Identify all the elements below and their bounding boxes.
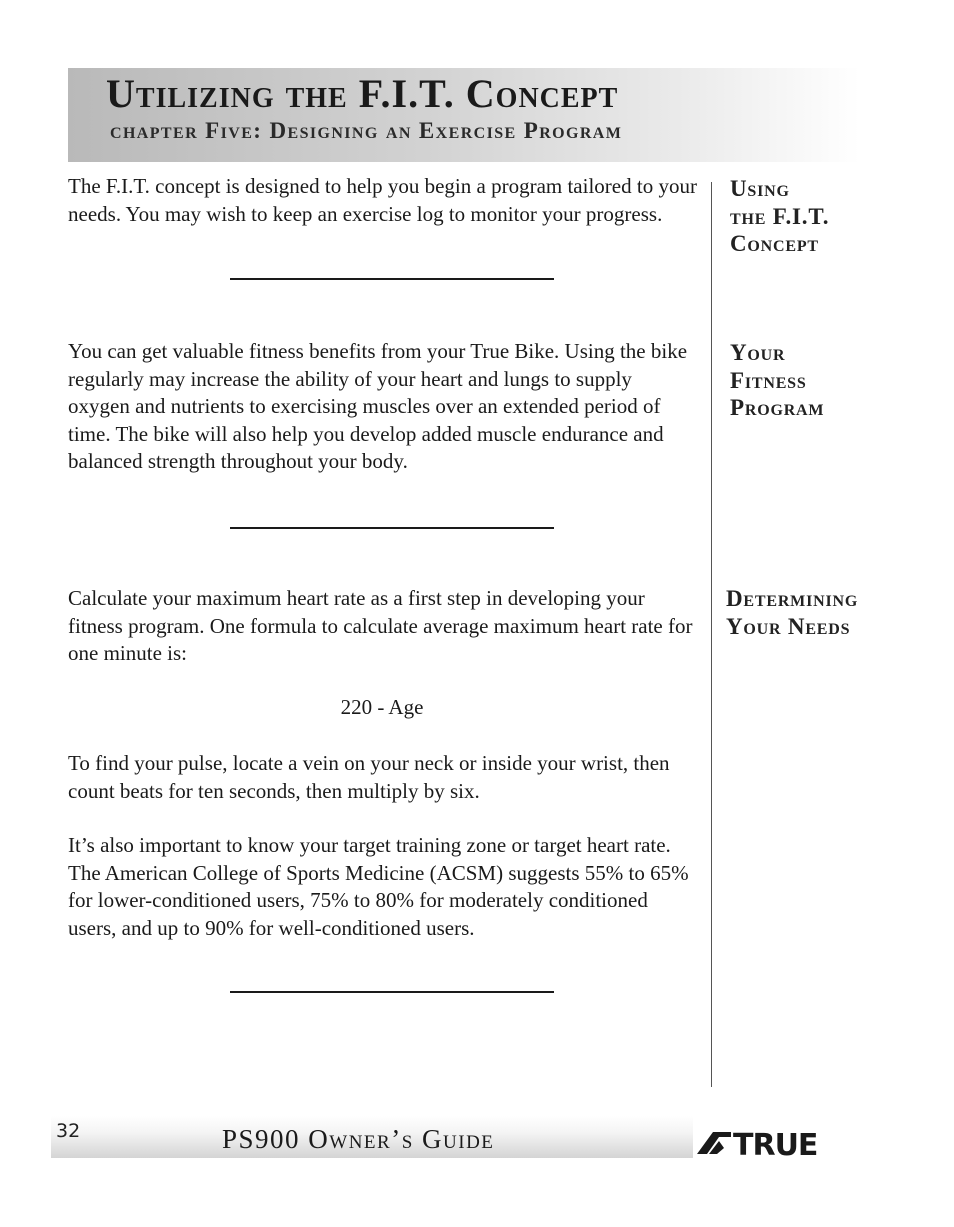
true-logo-icon: [697, 1128, 865, 1158]
max-heart-rate-paragraph: Calculate your maximum heart rate as a first step in developing your fitness program. One formula to calculate average maximum heart rate for one minute is:: [68, 586, 693, 665]
section-divider: [230, 991, 554, 993]
side-heading-line: Determining: [726, 586, 859, 611]
section-divider: [230, 527, 554, 529]
side-heading-line: Fitness: [730, 367, 807, 393]
side-heading-using-fit-concept: [730, 175, 829, 258]
fit-concept-paragraph: The F.I.T. concept is designed to help you begin a program tailored to your needs. You may wish to keep an exercise log to monitor your progress.: [68, 174, 697, 226]
fitness-program-paragraph: You can get valuable fitness benefits from your True Bike. Using the bike regularly may increase the ability of your heart and lungs to supply oxygen and nutrients to exercising muscles over an extended period of time. The bike will also help you develop added muscle endurance and balanced strength throughout your body.: [68, 339, 688, 473]
side-heading-determining-your-needs: [726, 585, 858, 640]
section-divider: [230, 278, 554, 280]
side-heading-line: Program: [730, 395, 825, 420]
side-heading-line: Using: [730, 176, 790, 201]
logo-wordmark: TRUE: [733, 1128, 818, 1158]
side-heading-line: Your: [730, 340, 786, 365]
heart-rate-formula: 220 - Age: [340, 695, 424, 719]
sidebar-divider: [711, 182, 712, 1087]
side-heading-line: Concept: [730, 231, 819, 256]
side-heading-line: the F.I.T.: [730, 203, 830, 229]
page-number: 32: [56, 1120, 81, 1142]
page-title: Utilizing the F.I.T. Concept: [106, 71, 619, 116]
side-heading-your-fitness-program: [730, 339, 824, 422]
chapter-subtitle: chapter Five: Designing an Exercise Program: [110, 118, 623, 143]
pulse-paragraph: To find your pulse, locate a vein on your neck or inside your wrist, then count beats for ten seconds, then multiply by six.: [68, 751, 670, 803]
target-zone-paragraph: It’s also important to know your target training zone or target heart rate. The American College of Sports Medicine (ACSM) suggests 55% to 65% for lower-conditioned users, 75% to 80% for moderately conditioned users, and up to 90% for well-conditioned users.: [68, 833, 689, 940]
guide-title: PS900 Owner’s Guide: [222, 1124, 495, 1154]
side-heading-line: Your Needs: [726, 613, 851, 639]
